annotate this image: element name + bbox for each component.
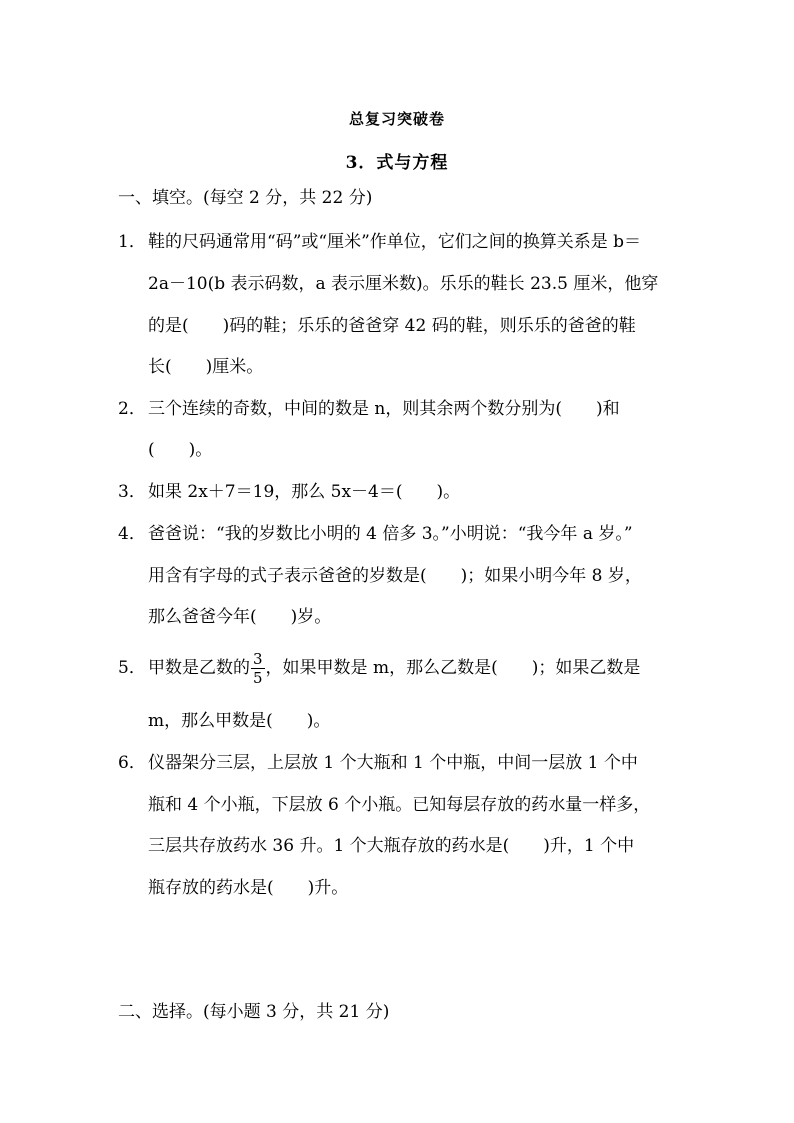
q3-line1 [118,482,460,502]
section2-heading: 二、选择。(每小题 3 分，共 21 分) [118,1002,390,1022]
q2-number: 2． [118,399,146,419]
q2-line2: ( )。 [148,440,213,460]
q1-number: 1． [118,232,146,252]
q6-line4: 瓶存放的药水是( )升。 [148,878,349,898]
q4-line1 [118,524,633,544]
q6-text-1: 仪器架分三层，上层放 1 个大瓶和 1 个中瓶，中间一层放 1 个中 [148,753,638,773]
series-title: 总复习突破卷 [348,110,445,128]
q5-number: 5． [118,658,146,678]
q4-line3: 那么爸爸今年( )岁。 [148,607,332,627]
q2-line1 [118,399,620,419]
q5-fraction [251,650,265,687]
q5-fraction-numerator: 3 [253,650,263,668]
q4-text-1: 爸爸说：“我的岁数比小明的 4 倍多 3。”小明说：“我今年 a 岁。” [148,524,633,544]
q4-number: 4． [118,524,146,544]
q5-fraction-denominator: 5 [253,669,263,687]
q5-text-pre: 甲数是乙数的 [148,658,250,678]
q5-line1 [118,646,640,690]
q4-line2: 用含有字母的式子表示爸爸的岁数是( )；如果小明今年 8 岁， [148,566,642,586]
section1-heading: 一、填空。(每空 2 分，共 22 分) [118,188,373,208]
q6-number: 6． [118,753,146,773]
q1-line2: 2a－10(b 表示码数，a 表示厘米数)。乐乐的鞋长 23.5 厘米，他穿 [148,274,659,294]
q1-line1 [118,232,641,252]
q5-text-post: ，如果甲数是 m，那么乙数是( )；如果乙数是 [265,658,641,678]
q1-line3: 的是( )码的鞋；乐乐的爸爸穿 42 码的鞋，则乐乐的爸爸的鞋 [148,316,636,336]
q2-text-1: 三个连续的奇数，中间的数是 n，则其余两个数分别为( )和 [148,399,620,419]
unit-title: 3．式与方程 [345,153,449,173]
q6-line3: 三层共存放药水 36 升。1 个大瓶存放的药水是( )升，1 个中 [148,836,635,856]
q5-line2: m，那么甲数是( )。 [148,711,331,731]
q6-line1 [118,753,638,773]
q3-text-1: 如果 2x＋7＝19，那么 5x－4＝( )。 [148,482,461,502]
q1-line4: 长( )厘米。 [148,357,264,377]
q6-line2: 瓶和 4 个小瓶，下层放 6 个小瓶。已知每层存放的药水量一样多， [148,795,651,815]
q3-number: 3． [118,482,146,502]
q1-text-1: 鞋的尺码通常用“码”或“厘米”作单位，它们之间的换算关系是 b＝ [148,232,642,252]
